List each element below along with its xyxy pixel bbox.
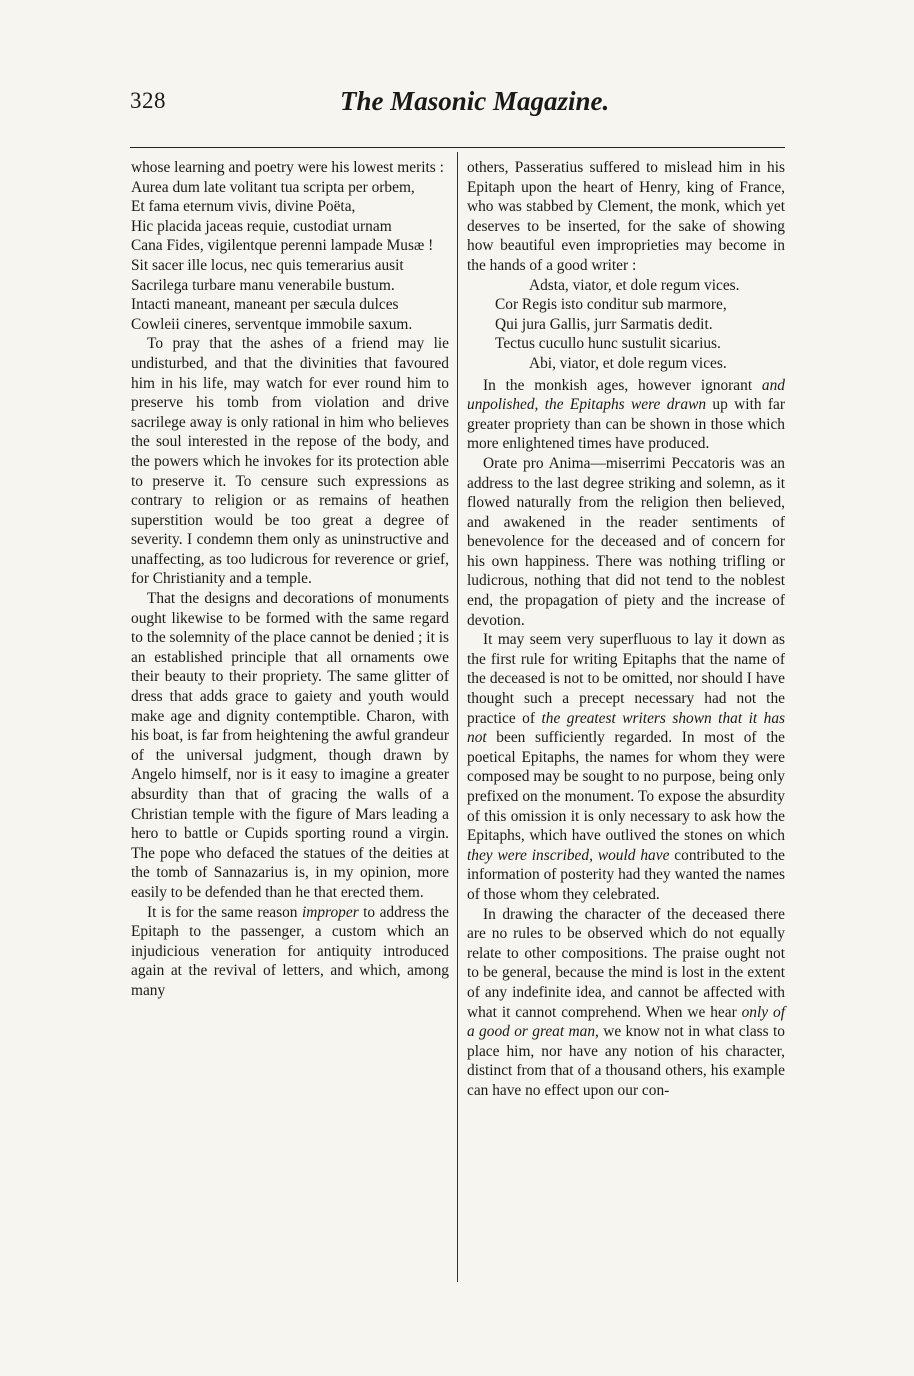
page-number: 328 (130, 88, 166, 113)
verse-line: Intacti maneant, maneant per sæcula dulces (131, 296, 399, 314)
column-divider (457, 152, 458, 1282)
paragraph: others, Passeratius suffered to mislead him in his Epitaph upon the heart of Henry, king of France, who was stabbed by Clement, the monk, which yet deserves to be inserted, for the sake of showing how beautiful even improprieties may become in the hands of a good writer : (467, 159, 785, 274)
verse-line: Aurea dum late volitant tua scripta per orbem, (131, 178, 415, 196)
verse-line: Sacrilega turbare manu venerabile bustum. (131, 276, 395, 294)
running-title: The Masonic Magazine. (340, 86, 610, 116)
paragraph: In the monkish ages, however ignorant and unpolished, the Epitaphs were drawn up with far greater propriety than can be shown in those which more enlightened times have produced. (467, 376, 785, 453)
verse-line: Tectus cucullo hunc sustulit sicarius. (495, 335, 721, 353)
intro-text: whose learning and poetry were his lowest merits : (131, 159, 444, 176)
right-column (467, 158, 785, 1101)
verse-line: Et fama eternum vivis, divine Poëta, (131, 198, 356, 216)
verse-line: Adsta, viator, et dole regum vices. (529, 276, 740, 294)
verse-line: Qui jura Gallis, jurr Sarmatis dedit. (495, 315, 713, 333)
paragraph: Orate pro Anima—miserrimi Peccatoris was an address to the last degree striking and solemn, as it flowed naturally from the religion then believed, and awakened in the reader sentiments of benevolence for the deceased and of concern for his own happiness. There was nothing trifling or ludicrous, nothing that did not tend to the noblest end, the propagation of piety and the increase of devotion. (467, 454, 785, 629)
latin-verse-cowley (131, 178, 449, 335)
paragraph: That the designs and decorations of monuments ought likewise to be formed with the same regard to the solemnity of the place cannot be denied ; it is an established principle that all ornaments owe their beauty to their propriety. The same glitter of dress that adds grace to gaiety and youth would make age and dignity contemptible. Charon, with his boat, is far from heightening the awful grandeur of the universal judgment, though drawn by Angelo himself, nor is it easy to imagine a greater absurdity than that of gracing the walls of a Christian temple with the figure of Mars leading a hero to battle or Cupids sporting round a virgin. The pope who defaced the statues of the deities at the tomb of Sannazarius is, in my opinion, more easily to be defended than he that erected them. (131, 590, 449, 901)
paragraph: It is for the same reason improper to address the Epitaph to the passenger, a custom which an injudicious veneration for antiquity introduced again at the revival of letters, and which, among many (131, 903, 449, 999)
left-column (131, 158, 449, 1001)
paragraph: It may seem very superfluous to lay it down as the first rule for writing Epitaphs that the name of the deceased is not to be omitted, nor should I have thought such a precept necessary had not the practice of the greatest writers shown that it has not been sufficiently regarded. In most of the poetical Epitaphs, the names for whom they were composed may be sought to no purpose, being only prefixed on the monument. To expose the absurdity of this omission it is only necessary to ask how the Epitaphs, which have outlived the stones on which they were inscribed, would have contributed to the information of posterity had they wanted the names of those whom they celebrated. (467, 631, 786, 903)
verse-line: Cowleii cineres, serventque immobile saxum. (131, 315, 413, 333)
latin-verse-passeratius (467, 276, 785, 374)
paragraph: In drawing the character of the deceased there are no rules to be observed which do not equally relate to other compositions. The praise ought not to be general, because the mind is lost in the extent of any indefinite idea, and cannot be affected with what it cannot comprehend. When we hear only of a good or great man, we know not in what class to place him, nor have any notion of his character, distinct from that of a thousand others, his example can have no effect upon our con- (467, 905, 785, 1099)
verse-line: Cana Fides, vigilentque perenni lampade Musæ ! (131, 237, 434, 255)
paragraph: To pray that the ashes of a friend may lie undisturbed, and that the divinities that favoured him in his life, may watch for ever round him to preserve his tomb from violation and drive sacrilege away is only rational in him who believes the soul interested in the repose of the body, and the powers which he invokes for its protection able to preserve it. To censure such expressions as contrary to religion or as remains of heathen superstition would be too great a degree of severity. I condemn them only as uninstructive and unaffecting, as too ludicrous for reverence or grief, for Christianity and a temple. (131, 335, 449, 588)
verse-line: Sit sacer ille locus, nec quis temerarius ausit (131, 256, 404, 274)
verse-line: Hic placida jaceas requie, custodiat urnam (131, 217, 392, 235)
header-rule (130, 147, 785, 148)
verse-line: Cor Regis isto conditur sub marmore, (495, 296, 727, 314)
verse-line: Abi, viator, et dole regum vices. (529, 354, 727, 372)
